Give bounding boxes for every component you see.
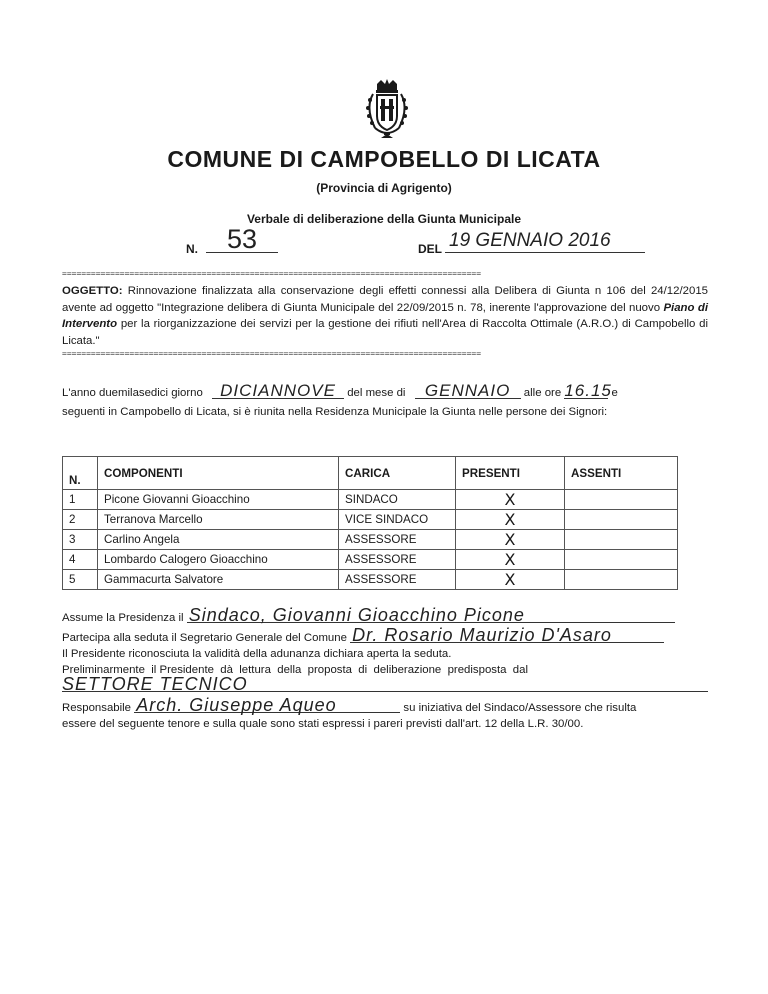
responsible-label: Responsabile bbox=[62, 702, 132, 714]
initiative-text: su iniziativa del Sindaco/Assessore che risulta bbox=[403, 702, 637, 714]
table-row bbox=[63, 490, 678, 510]
member-name: Picone Giovanni Gioacchino bbox=[98, 490, 339, 510]
secretary-label: Partecipa alla seduta il Segretario Generale del Comune bbox=[62, 632, 347, 644]
number-label: N. bbox=[186, 242, 198, 256]
session-intro: L'anno duemilasedici giorno bbox=[62, 387, 203, 399]
row-number: 5 bbox=[63, 570, 98, 590]
preliminary-line: Preliminarmente il Presidente dà lettura della proposta di deliberazione predisposta dal bbox=[62, 664, 529, 676]
present-mark: X bbox=[456, 490, 565, 510]
date-label: DEL bbox=[418, 242, 442, 256]
member-name: Lombardo Calogero Gioacchino bbox=[98, 550, 339, 570]
table-row bbox=[63, 570, 678, 590]
subject-label: OGGETTO: bbox=[62, 285, 123, 297]
member-role: ASSESSORE bbox=[339, 550, 456, 570]
presidency-value: Sindaco, Giovanni Gioacchino Picone bbox=[187, 608, 675, 623]
responsible-value: Arch. Giuseppe Aqueo bbox=[134, 698, 400, 713]
member-role: VICE SINDACO bbox=[339, 510, 456, 530]
members-table-header bbox=[63, 457, 678, 490]
municipal-crest-icon bbox=[359, 78, 415, 142]
absent-mark bbox=[565, 490, 678, 510]
separator-line-bottom: ======================================================================================= bbox=[62, 350, 482, 358]
sector-value: SETTORE TECNICO bbox=[62, 677, 708, 692]
col-role: CARICA bbox=[339, 457, 456, 490]
table-row bbox=[63, 550, 678, 570]
document-title: Verbale di deliberazione della Giunta Municipale bbox=[246, 212, 522, 226]
session-line-2: seguenti in Campobello di Licata, si è riunita nella Residenza Municipale la Giunta nelle persone dei Signori: bbox=[62, 406, 608, 418]
row-number: 1 bbox=[63, 490, 98, 510]
sector-line bbox=[62, 674, 708, 695]
presidency-line bbox=[62, 605, 708, 626]
subject-text-after: per la riorganizzazione dei servizi per la gestione dei rifiuti nell'Area di Raccolta Ottimale (A.R.O.) di Campobello di Licata." bbox=[62, 318, 708, 347]
municipality-name: COMUNE DI CAMPOBELLO DI LICATA bbox=[167, 146, 601, 172]
resolution-number: 53 bbox=[206, 224, 278, 253]
row-number: 3 bbox=[63, 530, 98, 550]
present-mark: X bbox=[456, 550, 565, 570]
separator-line: ======================================================================================= bbox=[62, 270, 482, 278]
present-mark: X bbox=[456, 570, 565, 590]
session-month-label: del mese di bbox=[347, 387, 406, 399]
member-role: SINDACO bbox=[339, 490, 456, 510]
absent-mark bbox=[565, 530, 678, 550]
absent-mark bbox=[565, 510, 678, 530]
session-time-label: alle ore bbox=[523, 387, 562, 399]
subject-emphasis: Piano di Intervento bbox=[62, 301, 708, 330]
session-month: GENNAIO bbox=[415, 384, 521, 399]
secretary-value: Dr. Rosario Maurizio D'Asaro bbox=[350, 628, 664, 643]
table-row bbox=[63, 510, 678, 530]
col-number: N. bbox=[63, 457, 98, 490]
session-day: DICIANNOVE bbox=[212, 384, 344, 399]
presidency-label: Assume la Presidenza il bbox=[62, 612, 184, 624]
closing-line: essere del seguente tenore e sulla quale sono stati espressi i pareri previsti dall'art. 12 della L.R. 30/00. bbox=[62, 718, 584, 730]
members-table bbox=[62, 456, 678, 590]
row-number: 2 bbox=[63, 510, 98, 530]
opening-line: Il Presidente riconosciuta la validità della adunanza dichiara aperta la seduta. bbox=[62, 648, 452, 660]
subject-paragraph bbox=[62, 283, 708, 349]
col-present: PRESENTI bbox=[456, 457, 565, 490]
member-name: Gammacurta Salvatore bbox=[98, 570, 339, 590]
present-mark: X bbox=[456, 530, 565, 550]
member-role: ASSESSORE bbox=[339, 570, 456, 590]
responsible-line bbox=[62, 695, 708, 716]
session-time-suffix: e bbox=[611, 387, 618, 399]
member-role: ASSESSORE bbox=[339, 530, 456, 550]
session-time: 16.15 bbox=[564, 381, 612, 400]
secretary-line bbox=[62, 625, 708, 646]
absent-mark bbox=[565, 550, 678, 570]
province-name: (Provincia di Agrigento) bbox=[316, 181, 452, 195]
row-number: 4 bbox=[63, 550, 98, 570]
member-name: Carlino Angela bbox=[98, 530, 339, 550]
present-mark: X bbox=[456, 510, 565, 530]
table-row bbox=[63, 530, 678, 550]
absent-mark bbox=[565, 570, 678, 590]
session-line-1 bbox=[62, 381, 708, 401]
col-absent: ASSENTI bbox=[565, 457, 678, 490]
resolution-date: 19 GENNAIO 2016 bbox=[445, 226, 645, 253]
col-components: COMPONENTI bbox=[98, 457, 339, 490]
subject-text-before: Rinnovazione finalizzata alla conservazione degli effetti connessi alla Delibera di Giunta n 106 del 24/12/2015 avente ad oggetto "Integrazione delibera di Giunta Municipale del 22/09/2015 n. 78, inerente l'approvazione del nuovo bbox=[62, 285, 708, 314]
member-name: Terranova Marcello bbox=[98, 510, 339, 530]
